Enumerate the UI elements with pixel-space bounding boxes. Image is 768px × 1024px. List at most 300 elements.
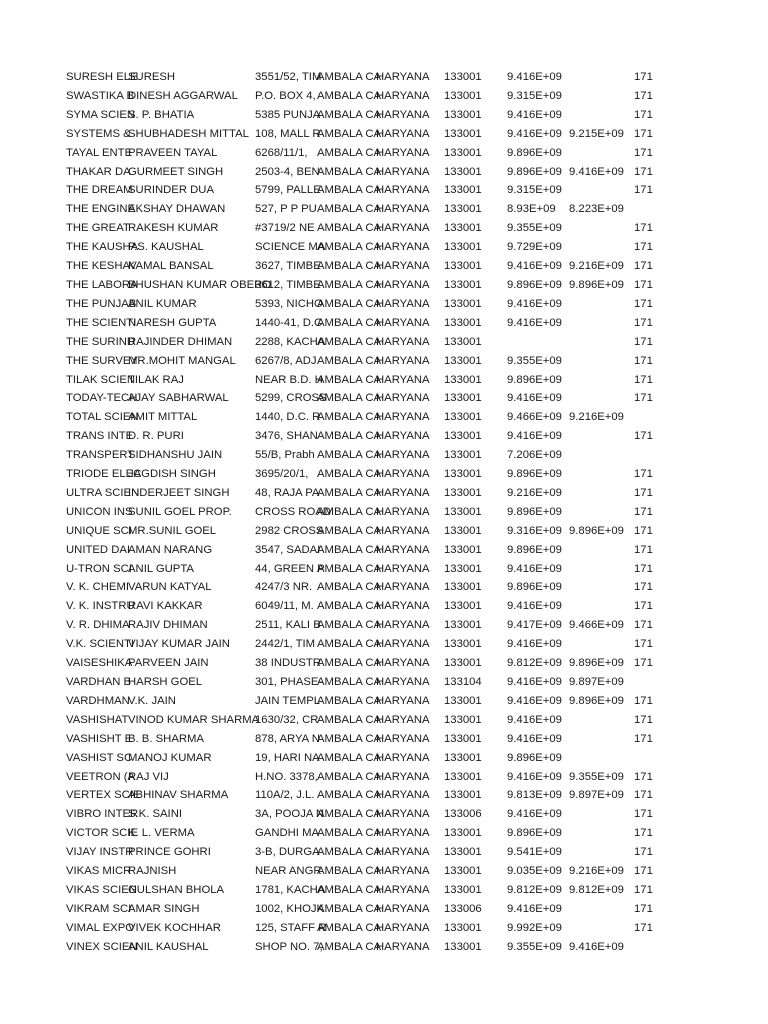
cell-address[interactable]: 5385 PUNJA — [255, 108, 321, 121]
cell-city[interactable]: AMBALA CA — [317, 732, 382, 745]
cell-company[interactable]: VEETRON (A — [66, 770, 136, 783]
cell-company[interactable]: VARDHMAN — [66, 694, 130, 707]
cell-city[interactable]: AMBALA CA — [317, 108, 382, 121]
cell-pin[interactable]: 133001 — [444, 468, 482, 481]
cell-state[interactable]: HARYANA — [376, 808, 430, 821]
cell-city[interactable]: AMBALA CA — [317, 297, 382, 310]
cell-phone2[interactable] — [569, 730, 629, 749]
cell-phone2[interactable] — [569, 295, 629, 314]
cell-city[interactable]: AMBALA CA — [317, 562, 382, 575]
table-row[interactable] — [0, 578, 768, 597]
cell-address[interactable]: 527, P P PU — [255, 203, 317, 216]
cell-address[interactable]: 6267/8, ADJ — [255, 354, 317, 367]
cell-company[interactable]: VAISESHIKA — [66, 657, 133, 670]
table-row[interactable] — [0, 541, 768, 560]
cell-state[interactable]: HARYANA — [376, 789, 430, 802]
cell-city[interactable]: AMBALA CA — [317, 354, 382, 367]
cell-phone2[interactable] — [569, 106, 629, 125]
cell-pin[interactable]: 133001 — [444, 241, 482, 254]
cell-pin[interactable]: 133001 — [444, 770, 482, 783]
cell-company[interactable]: THE SCIENTI — [66, 316, 137, 329]
table-row[interactable] — [0, 408, 768, 427]
cell-phone1[interactable]: 9.416E+09 — [507, 260, 562, 273]
table-row[interactable] — [0, 106, 768, 125]
cell-company[interactable]: VIKAS SCIEN — [66, 883, 137, 896]
cell-pin[interactable]: 133001 — [444, 694, 482, 707]
cell-code[interactable]: 171 — [634, 89, 653, 102]
cell-phone2[interactable] — [569, 824, 629, 843]
cell-address[interactable]: NEAR ANGR — [255, 865, 322, 878]
cell-state[interactable]: HARYANA — [376, 505, 430, 518]
cell-phone2[interactable]: 9.812E+09 — [569, 883, 624, 896]
cell-company[interactable]: VASHISHT E — [66, 732, 133, 745]
cell-state[interactable]: HARYANA — [376, 562, 430, 575]
cell-contact[interactable]: HARSH GOEL — [128, 676, 203, 688]
cell-pin[interactable]: 133001 — [444, 297, 482, 310]
table-row[interactable] — [0, 692, 768, 711]
cell-contact[interactable]: GURMEET SINGH — [128, 165, 224, 178]
cell-phone2[interactable]: 9.897E+09 — [569, 789, 624, 802]
cell-contact[interactable]: PARVEEN JAIN — [128, 657, 209, 670]
cell-phone1[interactable]: 9.416E+09 — [507, 430, 562, 443]
cell-state[interactable]: HARYANA — [376, 297, 430, 310]
cell-pin[interactable]: 133001 — [444, 335, 482, 348]
cell-pin[interactable]: 133001 — [444, 430, 482, 443]
cell-address[interactable]: GANDHI MA — [255, 827, 320, 840]
cell-phone2[interactable] — [569, 900, 629, 919]
cell-city[interactable]: AMBALA CA — [317, 222, 382, 235]
cell-pin[interactable]: 133001 — [444, 108, 482, 121]
cell-company[interactable]: VIJAY INSTR — [66, 846, 134, 859]
cell-code[interactable]: 171 — [634, 827, 653, 840]
cell-city[interactable]: AMBALA CA — [317, 89, 382, 102]
cell-address[interactable]: 1630/32, CR — [255, 713, 319, 726]
cell-phone1[interactable]: 9.416E+09 — [507, 316, 562, 329]
cell-pin[interactable]: 133001 — [444, 940, 482, 953]
cell-contact[interactable]: V.K. JAIN — [128, 694, 176, 707]
table-row[interactable] — [0, 503, 768, 522]
cell-contact[interactable]: K. L. VERMA — [128, 827, 195, 840]
cell-code[interactable]: 171 — [634, 619, 653, 632]
cell-city[interactable]: AMBALA CA — [317, 600, 382, 613]
cell-phone1[interactable]: 9.416E+09 — [507, 108, 562, 121]
table-row[interactable] — [0, 87, 768, 106]
cell-city[interactable]: AMBALA CA — [317, 827, 382, 840]
table-row[interactable] — [0, 711, 768, 730]
cell-company[interactable]: VERTEX SCIE — [66, 789, 141, 802]
table-row[interactable] — [0, 824, 768, 843]
table-row[interactable] — [0, 862, 768, 881]
cell-contact[interactable]: NARESH GUPTA — [128, 316, 217, 329]
cell-phone2[interactable]: 9.416E+09 — [569, 940, 624, 953]
cell-phone1[interactable]: 9.315E+09 — [507, 89, 562, 102]
cell-contact[interactable]: SUNIL GOEL PROP. — [128, 505, 232, 518]
cell-phone2[interactable]: 9.355E+09 — [569, 770, 624, 783]
cell-state[interactable]: HARYANA — [376, 278, 430, 291]
cell-company[interactable]: THE KAUSHA — [66, 241, 139, 254]
cell-address[interactable]: 19, HARI NA — [255, 751, 320, 764]
cell-phone2[interactable] — [569, 711, 629, 730]
cell-contact[interactable]: ANIL KUMAR — [128, 297, 197, 310]
cell-phone2[interactable] — [569, 484, 629, 503]
cell-contact[interactable]: D. R. PURI — [128, 430, 184, 443]
cell-state[interactable]: HARYANA — [376, 713, 430, 726]
cell-city[interactable]: AMBALA CA — [317, 657, 382, 670]
cell-state[interactable]: HARYANA — [376, 865, 430, 878]
cell-contact[interactable]: RAJNISH — [128, 865, 177, 878]
cell-code[interactable]: 171 — [634, 468, 653, 481]
table-row[interactable] — [0, 163, 768, 182]
cell-contact[interactable]: RAVI KAKKAR — [128, 600, 203, 613]
cell-contact[interactable]: AMAN NARANG — [128, 543, 213, 556]
cell-code[interactable]: 171 — [634, 108, 653, 121]
cell-pin[interactable]: 133001 — [444, 354, 482, 367]
cell-city[interactable]: AMBALA CA — [317, 165, 382, 178]
cell-city[interactable]: AMBALA CA — [317, 676, 382, 688]
cell-address[interactable]: 44, GREEN P — [255, 562, 325, 575]
cell-city[interactable]: AMBALA CA — [317, 770, 382, 783]
cell-contact[interactable]: BHUSHAN KUMAR OBERO — [128, 278, 272, 291]
cell-phone2[interactable] — [569, 578, 629, 597]
cell-code[interactable] — [634, 408, 674, 427]
cell-state[interactable]: HARYANA — [376, 694, 430, 707]
cell-company[interactable]: THE ENGINE — [66, 203, 136, 216]
cell-phone1[interactable]: 9.896E+09 — [507, 751, 562, 764]
cell-contact[interactable]: INDERJEET SINGH — [128, 486, 230, 499]
cell-contact[interactable]: VINOD KUMAR SHARMA — [128, 713, 260, 726]
cell-company[interactable]: TRANSPERT — [66, 449, 135, 462]
cell-company[interactable]: UNICON INS — [66, 505, 133, 518]
cell-state[interactable]: HARYANA — [376, 71, 430, 83]
cell-company[interactable]: V. K. INSTRU — [66, 600, 135, 613]
cell-phone2[interactable] — [569, 87, 629, 106]
table-row[interactable] — [0, 881, 768, 900]
cell-phone1[interactable]: 9.416E+09 — [507, 808, 562, 821]
cell-city[interactable]: AMBALA CA — [317, 127, 382, 140]
cell-phone2[interactable] — [569, 333, 629, 352]
cell-phone2[interactable] — [569, 919, 629, 938]
cell-contact[interactable]: VARUN KATYAL — [128, 581, 212, 594]
cell-phone1[interactable]: 9.315E+09 — [507, 184, 562, 197]
cell-company[interactable]: TODAY-TECH — [66, 392, 138, 405]
cell-phone1[interactable]: 9.896E+09 — [507, 827, 562, 840]
cell-phone1[interactable]: 9.896E+09 — [507, 581, 562, 594]
cell-company[interactable]: THE DREAM — [66, 184, 133, 197]
cell-state[interactable]: HARYANA — [376, 184, 430, 197]
table-row[interactable] — [0, 786, 768, 805]
cell-state[interactable]: HARYANA — [376, 89, 430, 102]
cell-contact[interactable]: MR.MOHIT MANGAL — [128, 354, 236, 367]
cell-city[interactable]: AMBALA CA — [317, 278, 382, 291]
cell-code[interactable]: 171 — [634, 316, 653, 329]
cell-company[interactable]: VINEX SCIEN — [66, 940, 138, 953]
cell-code[interactable]: 171 — [634, 278, 653, 291]
cell-phone1[interactable]: 9.416E+09 — [507, 638, 562, 651]
table-row[interactable] — [0, 654, 768, 673]
cell-company[interactable]: VIBRO INTER — [66, 808, 139, 821]
cell-pin[interactable]: 133001 — [444, 581, 482, 594]
cell-code[interactable]: 171 — [634, 921, 653, 934]
cell-state[interactable]: HARYANA — [376, 883, 430, 896]
cell-city[interactable]: AMBALA CA — [317, 335, 382, 348]
cell-city[interactable]: AMBALA CA — [317, 203, 382, 216]
table-row[interactable] — [0, 560, 768, 579]
cell-city[interactable]: AMBALA CA — [317, 751, 382, 764]
cell-pin[interactable]: 133001 — [444, 411, 482, 424]
cell-contact[interactable]: GULSHAN BHOLA — [128, 883, 225, 896]
cell-address[interactable]: JAIN TEMPL — [255, 694, 321, 707]
cell-code[interactable]: 171 — [634, 184, 653, 197]
cell-city[interactable]: AMBALA CA — [317, 543, 382, 556]
cell-contact[interactable]: ABHINAV SHARMA — [128, 789, 229, 802]
table-row[interactable] — [0, 276, 768, 295]
cell-address[interactable]: 1781, KACHA — [255, 883, 326, 896]
cell-contact[interactable]: AJAY SABHARWAL — [128, 392, 229, 405]
cell-city[interactable]: AMBALA CA — [317, 846, 382, 859]
cell-code[interactable]: 171 — [634, 600, 653, 613]
cell-phone2[interactable] — [569, 219, 629, 238]
cell-address[interactable]: SHOP NO. 7, — [255, 940, 323, 953]
cell-phone1[interactable]: 9.466E+09 — [507, 411, 562, 424]
cell-company[interactable]: ULTRA SCIEN — [66, 486, 140, 499]
cell-phone2[interactable] — [569, 371, 629, 390]
cell-state[interactable]: HARYANA — [376, 449, 430, 462]
cell-pin[interactable]: 133001 — [444, 165, 482, 178]
cell-pin[interactable]: 133001 — [444, 278, 482, 291]
table-row[interactable] — [0, 295, 768, 314]
cell-address[interactable]: 3551/52, TIM — [255, 71, 322, 83]
cell-company[interactable]: THE SURVEY — [66, 354, 138, 367]
cell-state[interactable]: HARYANA — [376, 108, 430, 121]
cell-pin[interactable]: 133001 — [444, 524, 482, 537]
cell-phone1[interactable]: 9.355E+09 — [507, 222, 562, 235]
cell-phone2[interactable] — [569, 238, 629, 257]
cell-phone1[interactable]: 9.035E+09 — [507, 865, 562, 878]
cell-address[interactable]: 110A/2, J.L. — [255, 789, 315, 802]
cell-pin[interactable]: 133001 — [444, 89, 482, 102]
cell-state[interactable]: HARYANA — [376, 732, 430, 745]
cell-phone2[interactable]: 9.896E+09 — [569, 657, 624, 670]
cell-city[interactable]: AMBALA CA — [317, 505, 382, 518]
table-row[interactable] — [0, 181, 768, 200]
cell-state[interactable]: HARYANA — [376, 827, 430, 840]
cell-phone1[interactable]: 9.316E+09 — [507, 524, 562, 537]
cell-code[interactable]: 171 — [634, 770, 653, 783]
cell-city[interactable]: AMBALA CA — [317, 241, 382, 254]
cell-pin[interactable]: 133001 — [444, 146, 482, 159]
table-row[interactable] — [0, 768, 768, 787]
cell-pin[interactable]: 133001 — [444, 732, 482, 745]
cell-state[interactable]: HARYANA — [376, 524, 430, 537]
cell-company[interactable]: SYMA SCIEN — [66, 108, 136, 121]
cell-company[interactable]: THE SURIND — [66, 335, 136, 348]
cell-pin[interactable]: 133001 — [444, 657, 482, 670]
cell-code[interactable]: 171 — [634, 808, 653, 821]
cell-address[interactable]: 3547, SADAI — [255, 543, 321, 556]
cell-contact[interactable]: MR.SUNIL GOEL — [128, 524, 217, 537]
cell-phone2[interactable]: 9.216E+09 — [569, 260, 624, 273]
cell-address[interactable]: 3476, SHAN — [255, 430, 318, 443]
cell-pin[interactable]: 133001 — [444, 883, 482, 896]
cell-address[interactable]: H.NO. 3378, — [255, 770, 318, 783]
table-row[interactable] — [0, 597, 768, 616]
cell-phone1[interactable]: 9.896E+09 — [507, 146, 562, 159]
cell-address[interactable]: 2503-4, BEN — [255, 165, 320, 178]
table-row[interactable] — [0, 125, 768, 144]
cell-company[interactable]: UNIQUE SCI — [66, 524, 132, 537]
table-row[interactable] — [0, 446, 768, 465]
cell-city[interactable]: AMBALA CA — [317, 392, 382, 405]
cell-state[interactable]: HARYANA — [376, 940, 430, 953]
cell-city[interactable]: AMBALA CA — [317, 316, 382, 329]
cell-address[interactable]: SCIENCE MA — [255, 241, 326, 254]
cell-code[interactable]: 171 — [634, 883, 653, 896]
table-row[interactable] — [0, 673, 768, 692]
cell-phone2[interactable] — [569, 635, 629, 654]
cell-address[interactable]: 5393, NICHO — [255, 297, 323, 310]
cell-contact[interactable]: RAKESH KUMAR — [128, 222, 219, 235]
cell-phone1[interactable]: 9.417E+09 — [507, 619, 562, 632]
cell-code[interactable]: 171 — [634, 486, 653, 499]
cell-state[interactable]: HARYANA — [376, 373, 430, 386]
table-row[interactable] — [0, 219, 768, 238]
table-row[interactable] — [0, 616, 768, 635]
cell-state[interactable]: HARYANA — [376, 335, 430, 348]
cell-contact[interactable]: AKSHAY DHAWAN — [128, 203, 226, 216]
cell-phone1[interactable]: 9.541E+09 — [507, 846, 562, 859]
cell-address[interactable]: #3719/2 NE — [255, 222, 315, 235]
cell-pin[interactable]: 133001 — [444, 486, 482, 499]
cell-code[interactable]: 171 — [634, 430, 653, 443]
cell-company[interactable]: VIKRAM SCI — [66, 902, 132, 915]
table-row[interactable] — [0, 68, 768, 87]
cell-company[interactable]: VASHISHAT — [66, 713, 129, 726]
table-row[interactable] — [0, 484, 768, 503]
cell-phone2[interactable]: 8.223E+09 — [569, 203, 624, 216]
cell-phone1[interactable]: 9.416E+09 — [507, 600, 562, 613]
cell-code[interactable]: 171 — [634, 373, 653, 386]
cell-pin[interactable]: 133001 — [444, 392, 482, 405]
table-row[interactable] — [0, 749, 768, 768]
cell-phone1[interactable]: 9.812E+09 — [507, 657, 562, 670]
cell-phone1[interactable]: 9.416E+09 — [507, 676, 562, 688]
cell-code[interactable]: 171 — [634, 562, 653, 575]
table-row[interactable] — [0, 371, 768, 390]
cell-contact[interactable]: SIDHANSHU JAIN — [128, 449, 223, 462]
cell-pin[interactable]: 133001 — [444, 619, 482, 632]
cell-phone1[interactable]: 9.812E+09 — [507, 883, 562, 896]
cell-pin[interactable]: 133001 — [444, 316, 482, 329]
cell-contact[interactable]: VIVEK KOCHHAR — [128, 921, 221, 934]
cell-company[interactable]: THE KESHAV — [66, 260, 137, 273]
cell-phone2[interactable] — [569, 843, 629, 862]
cell-company[interactable]: THE LABORA — [66, 278, 138, 291]
cell-pin[interactable]: 133001 — [444, 449, 482, 462]
cell-phone1[interactable]: 9.216E+09 — [507, 486, 562, 499]
cell-phone2[interactable]: 9.216E+09 — [569, 411, 624, 424]
table-row[interactable] — [0, 938, 768, 957]
cell-code[interactable]: 171 — [634, 732, 653, 745]
cell-company[interactable]: TAYAL ENTE — [66, 146, 133, 159]
cell-state[interactable]: HARYANA — [376, 354, 430, 367]
cell-pin[interactable]: 133001 — [444, 71, 482, 83]
cell-state[interactable]: HARYANA — [376, 600, 430, 613]
cell-pin[interactable]: 133001 — [444, 751, 482, 764]
cell-code[interactable]: 171 — [634, 222, 653, 235]
cell-state[interactable]: HARYANA — [376, 619, 430, 632]
cell-pin[interactable]: 133001 — [444, 260, 482, 273]
cell-contact[interactable]: DINESH AGGARWAL — [128, 89, 238, 102]
cell-pin[interactable]: 133006 — [444, 902, 482, 915]
cell-state[interactable]: HARYANA — [376, 222, 430, 235]
cell-code[interactable]: 171 — [634, 657, 653, 670]
cell-code[interactable] — [634, 200, 674, 219]
cell-phone2[interactable] — [569, 144, 629, 163]
cell-company[interactable]: TOTAL SCIEN — [66, 411, 139, 424]
cell-state[interactable]: HARYANA — [376, 316, 430, 329]
cell-address[interactable]: 2442/1, TIM — [255, 638, 316, 651]
cell-company[interactable]: THAKAR DA — [66, 165, 131, 178]
cell-address[interactable]: 2511, KALI B — [255, 619, 321, 632]
cell-state[interactable]: HARYANA — [376, 751, 430, 764]
cell-code[interactable]: 171 — [634, 581, 653, 594]
cell-contact[interactable]: SURESH — [128, 71, 176, 83]
cell-pin[interactable]: 133001 — [444, 846, 482, 859]
cell-pin[interactable]: 133001 — [444, 865, 482, 878]
cell-address[interactable]: 108, MALL R — [255, 127, 321, 140]
cell-contact[interactable]: S.K. SAINI — [128, 808, 182, 821]
cell-contact[interactable]: RAJ VIJ — [128, 770, 169, 783]
cell-company[interactable]: TILAK SCIEN — [66, 373, 136, 386]
cell-contact[interactable]: PRAVEEN TAYAL — [128, 146, 218, 159]
cell-address[interactable]: CROSS ROAD — [255, 505, 331, 518]
table-row[interactable] — [0, 465, 768, 484]
cell-company[interactable]: UNITED DAI — [66, 543, 131, 556]
cell-city[interactable]: AMBALA CA — [317, 713, 382, 726]
cell-pin[interactable]: 133001 — [444, 505, 482, 518]
cell-code[interactable]: 171 — [634, 505, 653, 518]
cell-code[interactable]: 171 — [634, 354, 653, 367]
cell-phone2[interactable] — [569, 68, 629, 87]
cell-contact[interactable]: B. B. SHARMA — [128, 732, 204, 745]
cell-state[interactable]: HARYANA — [376, 638, 430, 651]
cell-state[interactable]: HARYANA — [376, 260, 430, 273]
cell-pin[interactable]: 133001 — [444, 600, 482, 613]
cell-state[interactable]: HARYANA — [376, 657, 430, 670]
cell-phone1[interactable]: 9.896E+09 — [507, 505, 562, 518]
cell-address[interactable]: 5799, PALLE — [255, 184, 321, 197]
cell-code[interactable]: 171 — [634, 524, 653, 537]
cell-phone1[interactable]: 9.813E+09 — [507, 789, 562, 802]
cell-address[interactable]: 878, ARYA N — [255, 732, 320, 745]
cell-state[interactable]: HARYANA — [376, 486, 430, 499]
cell-pin[interactable]: 133001 — [444, 543, 482, 556]
cell-phone2[interactable] — [569, 465, 629, 484]
cell-contact[interactable]: PRINCE GOHRI — [128, 846, 211, 859]
cell-address[interactable]: 1440, D.C. R — [255, 411, 321, 424]
cell-address[interactable]: 1002, KHOJK — [255, 902, 325, 915]
cell-state[interactable]: HARYANA — [376, 902, 430, 915]
cell-company[interactable]: TRIODE ELEC — [66, 468, 142, 481]
table-row[interactable] — [0, 900, 768, 919]
cell-contact[interactable]: P.S. KAUSHAL — [128, 241, 204, 254]
cell-phone2[interactable] — [569, 749, 629, 768]
cell-state[interactable]: HARYANA — [376, 165, 430, 178]
cell-state[interactable]: HARYANA — [376, 581, 430, 594]
cell-company[interactable]: SYSTEMS & — [66, 127, 131, 140]
cell-phone1[interactable]: 9.416E+09 — [507, 127, 562, 140]
cell-phone1[interactable]: 9.896E+09 — [507, 278, 562, 291]
